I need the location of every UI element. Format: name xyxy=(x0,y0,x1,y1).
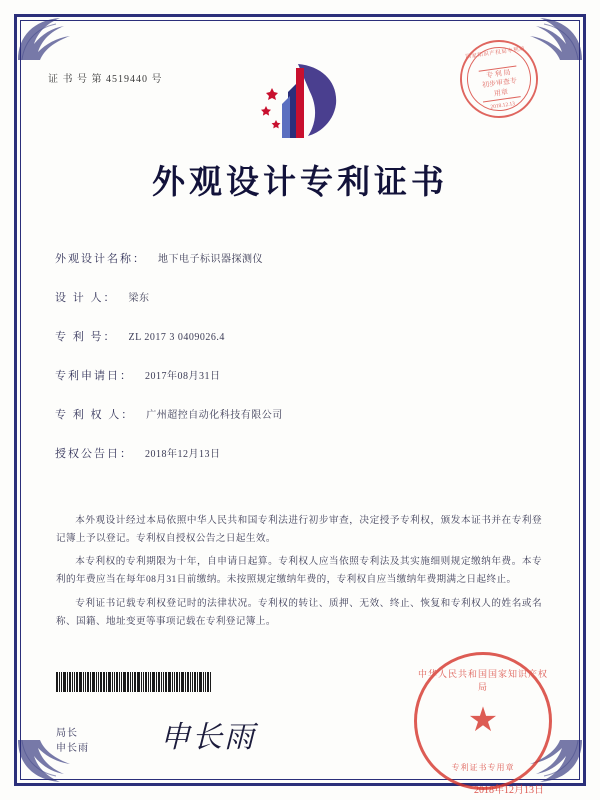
field-row xyxy=(55,328,555,344)
field-label: 专 利 权 人： xyxy=(55,409,135,421)
field-value: 梁东 xyxy=(128,293,150,304)
field-list xyxy=(55,250,555,484)
field-label: 专 利 号： xyxy=(55,331,117,343)
corner-ornament-icon xyxy=(16,16,76,62)
signature-label-line1: 局长 xyxy=(56,728,78,739)
body-text xyxy=(56,512,542,636)
field-value: 广州超控自动化科技有限公司 xyxy=(146,410,283,421)
official-seal xyxy=(414,652,552,790)
official-seal-arc-bottom: 专利证书专用章 xyxy=(451,763,515,772)
top-seal-center-line2: 初步审查专用章 xyxy=(481,76,518,98)
body-paragraph: 本专利权的专利期限为十年，自申请日起算。专利权人应当依照专利法及其实施细则规定缴纳年费。本专利的年费应当在每年08月31日前缴纳。未按照规定缴纳年费的，专利权自应当缴纳年费期满之日起终止。 xyxy=(56,556,542,586)
field-value: ZL 2017 3 0409026.4 xyxy=(128,332,225,343)
certificate-number: 证 书 号 第 4519440 号 xyxy=(48,74,163,85)
field-row xyxy=(55,445,555,461)
field-label: 专利申请日： xyxy=(55,370,133,382)
page-title: 外观设计专利证书 xyxy=(152,162,448,201)
top-seal-center-text xyxy=(479,65,521,102)
signature-label xyxy=(56,726,89,756)
field-label: 外观设计名称： xyxy=(55,253,146,265)
star-icon: ★ xyxy=(467,702,499,739)
field-label: 授权公告日： xyxy=(55,448,133,460)
seal-date: 2018年12月13日 xyxy=(474,785,544,796)
field-value: 2017年08月31日 xyxy=(145,371,221,382)
cnipa-logo-icon xyxy=(252,58,348,144)
field-value: 2018年12月13日 xyxy=(145,449,221,460)
official-seal-arc-top: 中华人民共和国国家知识产权局 xyxy=(417,669,548,692)
signature-label-line2: 申长雨 xyxy=(56,743,89,754)
signature-handwriting: 申长雨 xyxy=(160,720,256,755)
top-seal-center-line1: 专 利 局 xyxy=(485,68,511,80)
field-row xyxy=(55,406,555,422)
field-row xyxy=(55,289,555,305)
barcode xyxy=(56,672,212,692)
top-seal-arc-text: 国家知识产权局专利局 xyxy=(465,46,526,61)
body-paragraph: 专利证书记载专利权登记时的法律状况。专利权的转让、质押、无效、终止、恢复和专利权人的姓名或名称、国籍、地址变更等事项记载在专利登记簿上。 xyxy=(56,597,542,627)
body-paragraph: 本外观设计经过本局依照中华人民共和国专利法进行初步审查，决定授予专利权，颁发本证书并在专利登记簿上予以登记。专利权自授权公告之日起生效。 xyxy=(56,515,542,544)
corner-ornament-icon xyxy=(524,16,584,62)
top-seal-date: 2018.12.13 xyxy=(490,101,516,111)
field-row xyxy=(55,367,555,383)
field-row xyxy=(55,250,555,266)
field-label: 设 计 人： xyxy=(55,292,117,304)
field-value: 地下电子标识器探测仪 xyxy=(158,254,263,265)
